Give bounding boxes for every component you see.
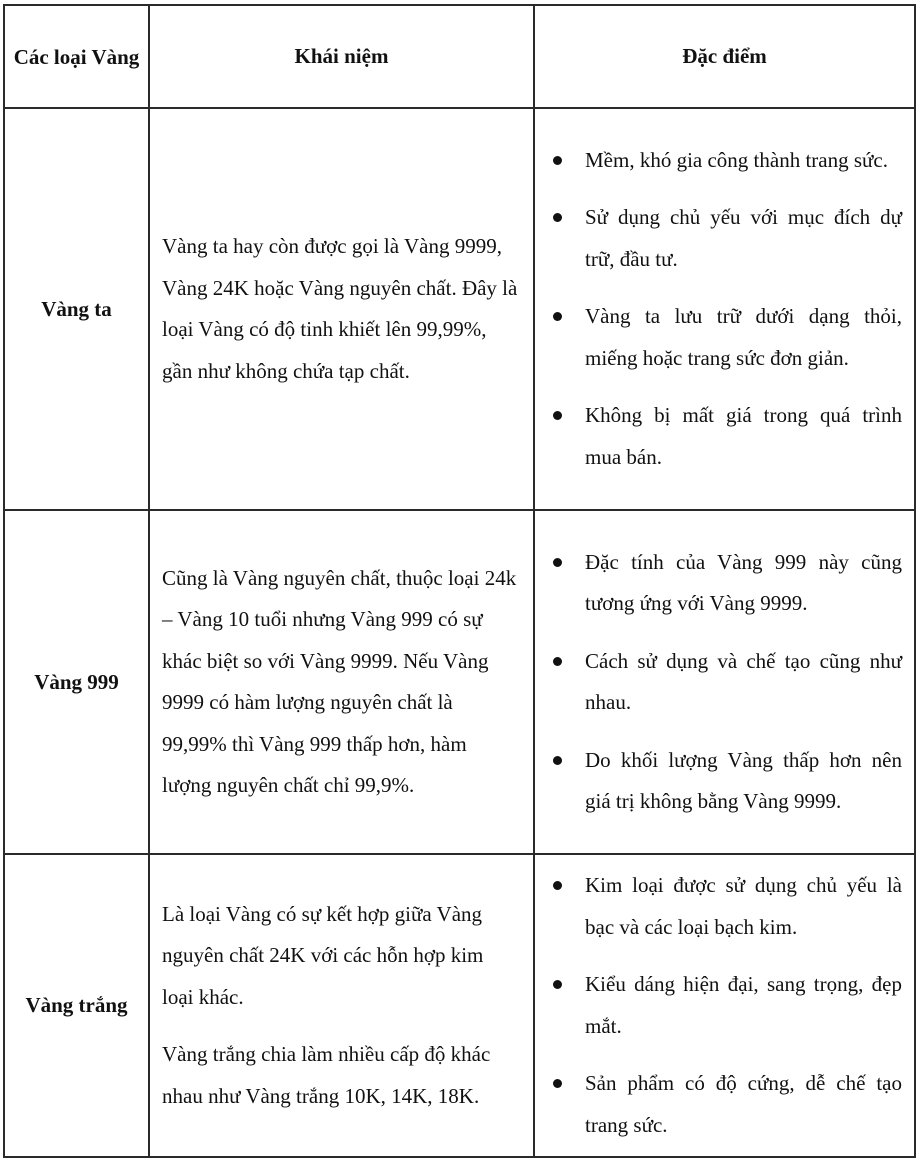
header-concept: Khái niệm — [149, 5, 534, 108]
bullet-icon — [553, 156, 562, 165]
feature-text: Do khối lượng Vàng thấp hơn nên giá trị không bằng Vàng 9999. — [585, 747, 902, 813]
features-cell — [534, 510, 915, 854]
feature-text: Kiểu dáng hiện đại, sang trọng, đẹp mắt. — [585, 972, 902, 1038]
table-row — [4, 108, 915, 510]
concept-cell — [149, 108, 534, 510]
bullet-icon — [553, 213, 562, 222]
bullet-icon — [553, 558, 562, 567]
header-gold-type: Các loại Vàng — [4, 5, 149, 108]
list-item — [547, 641, 902, 724]
concept-paragraph: Vàng ta hay còn được gọi là Vàng 9999, Vàng 24K hoặc Vàng nguyên chất. Đây là loại Vàng có độ tinh khiết lên 99,99%, gần như không chứa tạp chất. — [162, 234, 518, 383]
list-item — [547, 542, 902, 625]
feature-list — [547, 542, 902, 823]
gold-type-cell: Vàng ta — [4, 108, 149, 510]
bullet-icon — [553, 657, 562, 666]
list-item — [547, 865, 902, 948]
gold-types-table — [3, 4, 916, 1158]
feature-text: Mềm, khó gia công thành trang sức. — [585, 147, 888, 172]
bullet-icon — [553, 881, 562, 890]
features-cell — [534, 854, 915, 1157]
list-item — [547, 296, 902, 379]
gold-type-cell: Vàng trắng — [4, 854, 149, 1157]
features-cell — [534, 108, 915, 510]
feature-text: Sử dụng chủ yếu với mục đích dự trữ, đầu tư. — [585, 205, 902, 271]
concept-paragraph: Cũng là Vàng nguyên chất, thuộc loại 24k – Vàng 10 tuổi nhưng Vàng 999 có sự khác biệt so với Vàng 9999. Nếu Vàng 9999 có hàm lượng nguyên chất là 99,99% thì Vàng 999 thấp hơn, hàm lượng nguyên chất chỉ 99,9%. — [162, 565, 517, 797]
bullet-icon — [553, 980, 562, 989]
feature-text: Đặc tính của Vàng 999 này cũng tương ứng với Vàng 9999. — [585, 549, 902, 615]
feature-list — [547, 140, 902, 479]
bullet-icon — [553, 756, 562, 765]
concept-cell — [149, 854, 534, 1157]
feature-text: Kim loại được sử dụng chủ yếu là bạc và các loại bạch kim. — [585, 873, 902, 939]
table-header-row — [4, 5, 915, 108]
list-item — [547, 964, 902, 1047]
feature-text: Vàng ta lưu trữ dưới dạng thỏi, miếng hoặc trang sức đơn giản. — [585, 304, 902, 370]
list-item — [547, 740, 902, 823]
bullet-icon — [553, 1079, 562, 1088]
list-item — [547, 395, 902, 478]
feature-text: Cách sử dụng và chế tạo cũng như nhau. — [585, 648, 902, 714]
feature-text: Không bị mất giá trong quá trình mua bán. — [585, 403, 902, 469]
bullet-icon — [553, 312, 562, 321]
table-row — [4, 510, 915, 854]
concept-paragraph: Vàng trắng chia làm nhiều cấp độ khác nhau như Vàng trắng 10K, 14K, 18K. — [162, 1042, 491, 1108]
feature-list — [547, 865, 902, 1146]
concept-paragraph: Là loại Vàng có sự kết hợp giữa Vàng nguyên chất 24K với các hỗn hợp kim loại khác. — [162, 901, 484, 1009]
list-item — [547, 140, 902, 182]
feature-text: Sản phẩm có độ cứng, dễ chế tạo trang sức. — [585, 1071, 902, 1137]
list-item — [547, 197, 902, 280]
gold-type-cell: Vàng 999 — [4, 510, 149, 854]
concept-cell — [149, 510, 534, 854]
table-row — [4, 854, 915, 1157]
bullet-icon — [553, 411, 562, 420]
header-features: Đặc điểm — [534, 5, 915, 108]
list-item — [547, 1063, 902, 1146]
